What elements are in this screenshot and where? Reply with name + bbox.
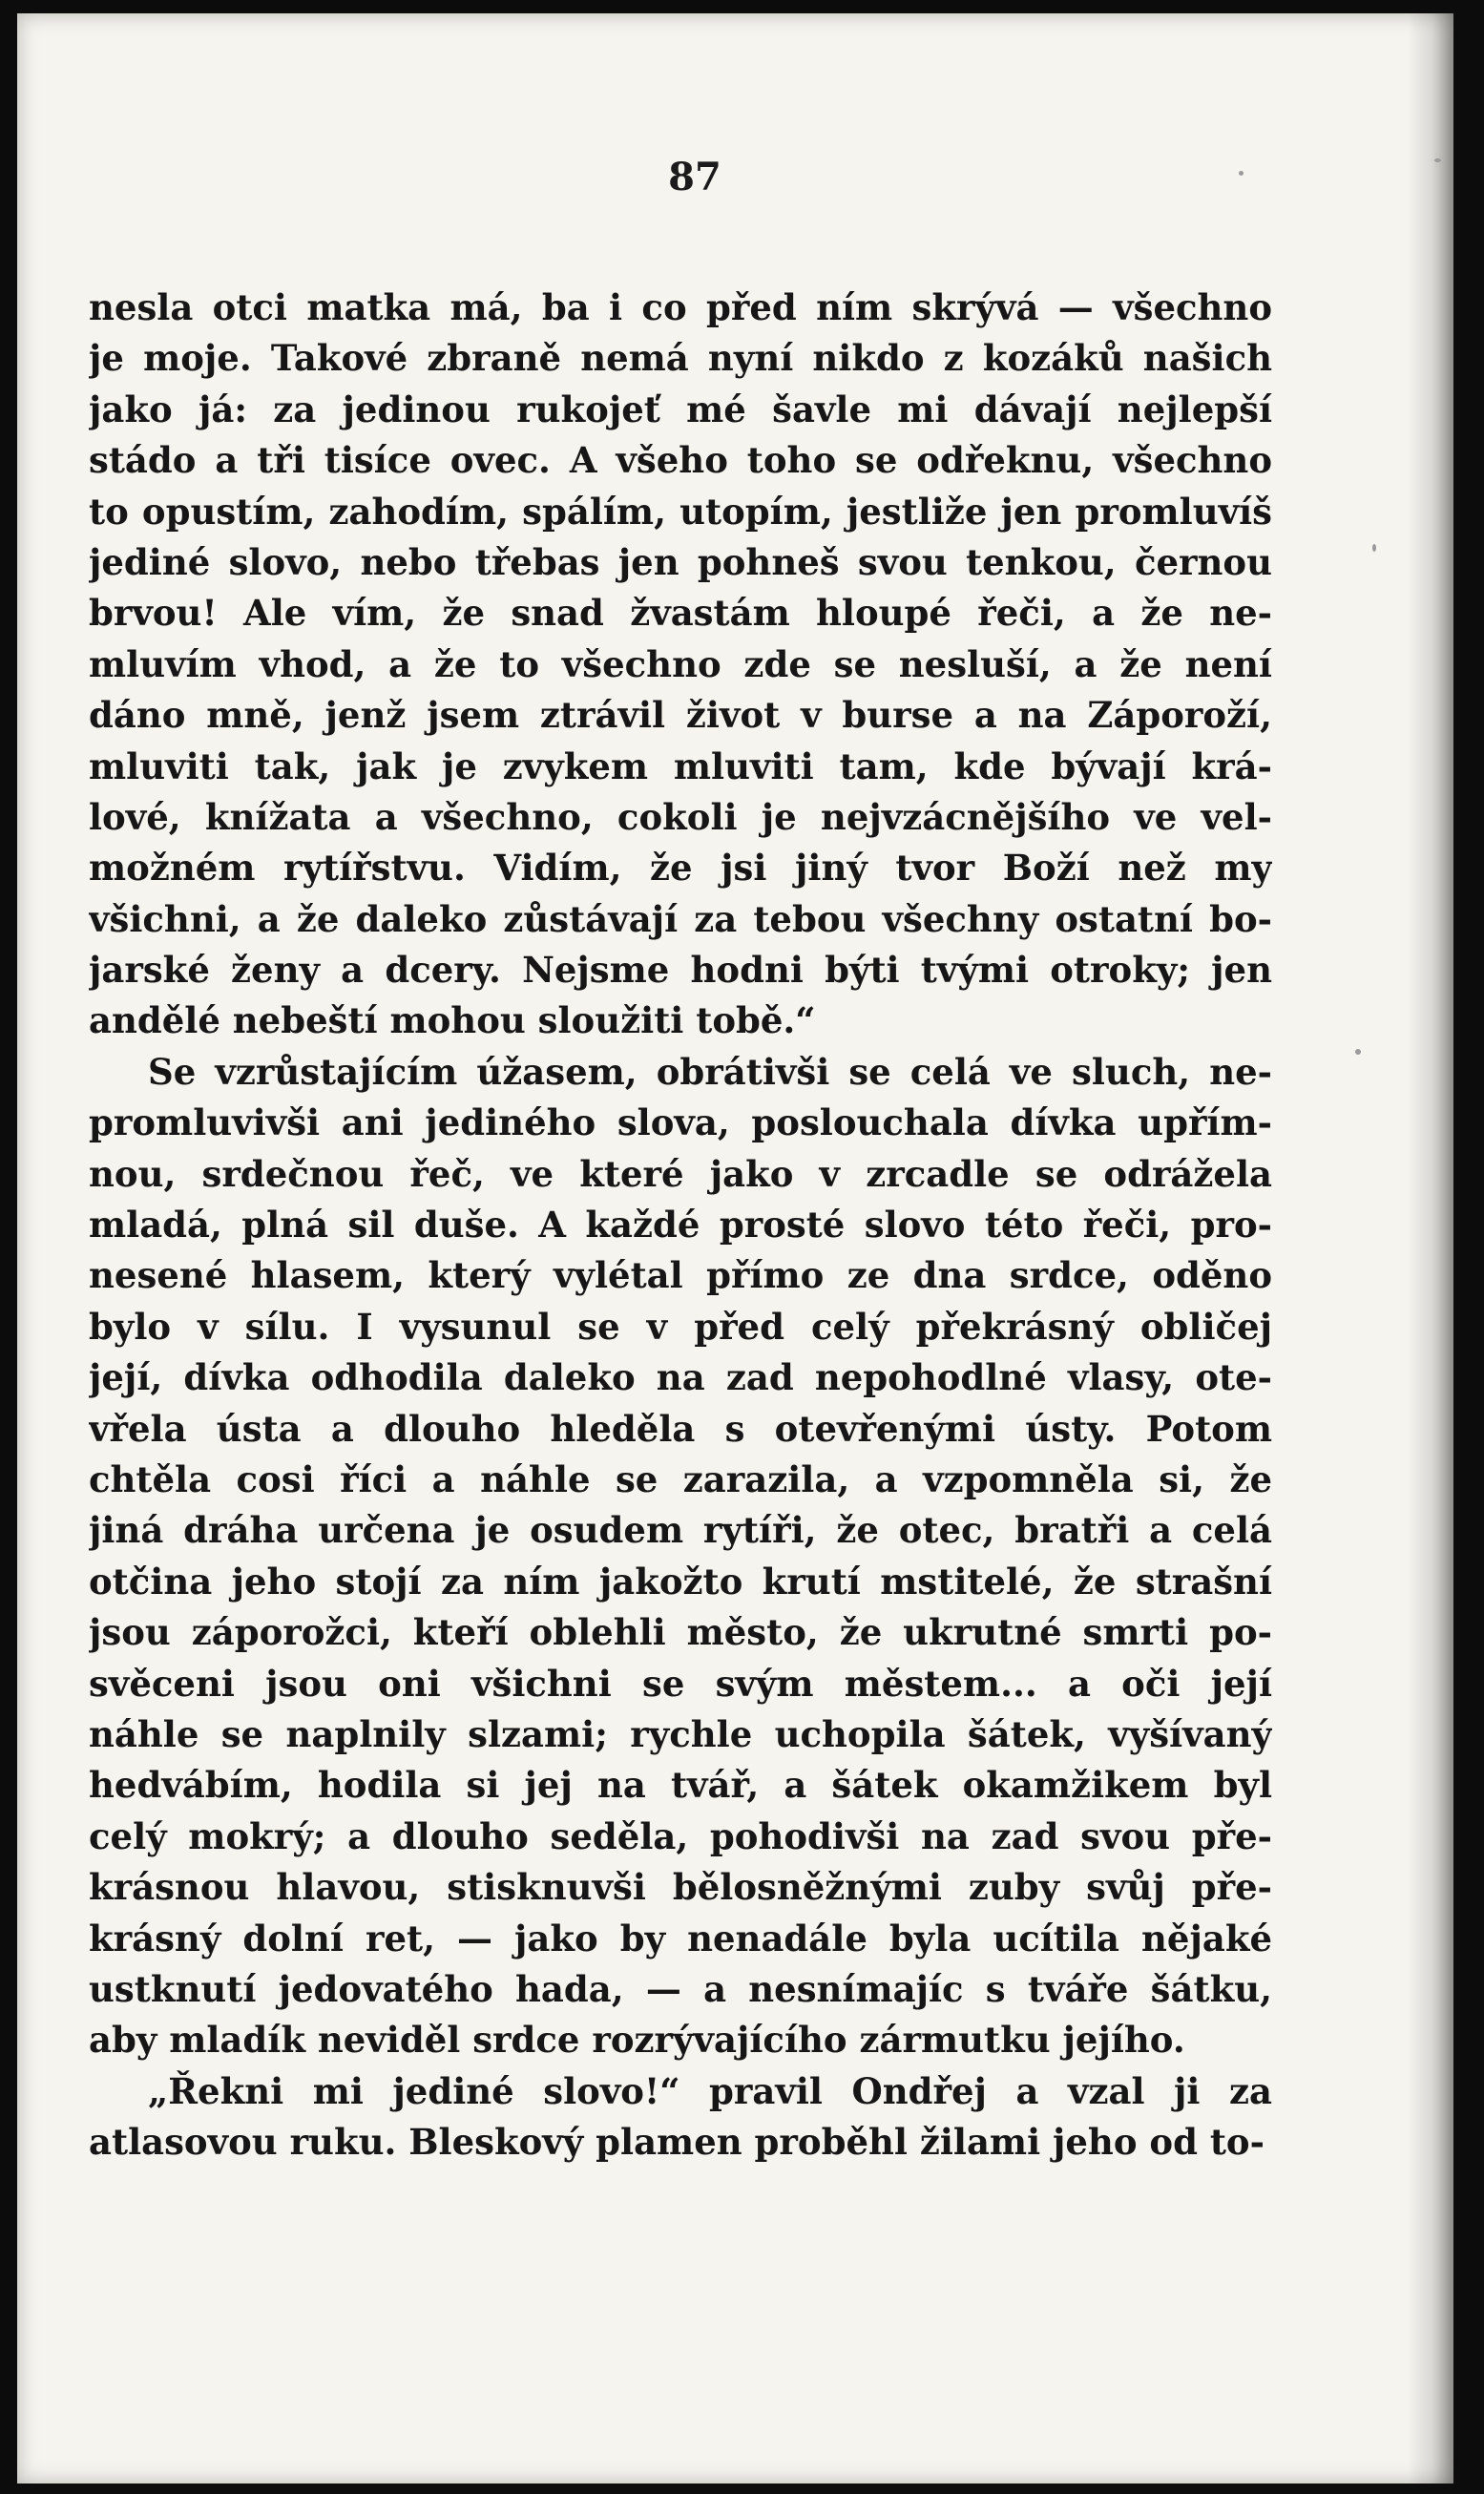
text-line: krásný dolní ret, — jako by nenadále byla ucítila nějaké (89, 1917, 1272, 1960)
text-line: promluvivši ani jediného slova, poslouchala dívka upřím- (89, 1101, 1272, 1144)
text-line: možném rytířstvu. Vidím, že jsi jiný tvor Boží než my (89, 847, 1272, 890)
text-line: mluvím vhod, a že to všechno zde se nesluší, a že není (89, 642, 1272, 685)
text-line: hedvábím, hodila si jej na tvář, a šátek okamžikem byl (89, 1764, 1272, 1807)
text-line: bylo v sílu. I vysunul se v před celý překrásný obličej (89, 1305, 1272, 1348)
text-line: náhle se naplnily slzami; rychle uchopila šátek, vyšívaný (89, 1712, 1272, 1755)
text-line: Se vzrůstajícím úžasem, obrátivši se celá ve sluch, ne- (148, 1050, 1272, 1093)
text-line: celý mokrý; a dlouho seděla, pohodivši na zad svou pře- (89, 1814, 1272, 1857)
text-line: krásnou hlavou, stisknuvši bělosněžnými zuby svůj pře- (89, 1866, 1272, 1909)
text-line: andělé nebeští mohou sloužiti tobě.“ (89, 999, 816, 1042)
text-line: všichni, a že daleko zůstávají za tebou všechny ostatní bo- (89, 897, 1272, 940)
text-line: aby mladík neviděl srdce rozrývajícího zármutku jejího. (89, 2019, 1185, 2062)
text-line: svěceni jsou oni všichni se svým městem... a oči její (89, 1662, 1272, 1705)
body-text (89, 283, 1272, 2168)
text-line: mladá, plná sil duše. A každé prosté slovo této řeči, pro- (89, 1204, 1272, 1247)
text-line: je moje. Takové zbraně nemá nyní nikdo z kozáků našich (89, 337, 1272, 380)
text-line: chtěla cosi říci a náhle se zarazila, a vzpomněla si, že (89, 1457, 1272, 1500)
text-line: atlasovou ruku. Bleskový plamen proběhl žilami jeho od to- (89, 2121, 1265, 2164)
text-line: brvou! Ale vím, že snad žvastám hloupé řeči, a že ne- (89, 592, 1272, 635)
text-line: mluviti tak, jak je zvykem mluviti tam, kde bývají krá- (89, 744, 1272, 787)
text-line: nesla otci matka má, ba i co před ním skrývá — všechno (89, 286, 1272, 328)
text-line: ustknutí jedovatého hada, — a nesnímajíc s tváře šátku, (89, 1967, 1272, 2010)
scan-speck (1434, 158, 1441, 162)
text-line: „Řekni mi jediné slovo!“ pravil Ondřej a vzal ji za (148, 2069, 1272, 2112)
text-line: otčina jeho stojí za ním jakožto krutí mstitelé, že strašní (89, 1560, 1272, 1603)
text-line: to opustím, zahodím, spálím, utopím, jestliže jen promluvíš (89, 490, 1272, 533)
text-line: lové, knížata a všechno, cokoli je nejvzácnějšího ve vel- (89, 795, 1272, 838)
text-line: její, dívka odhodila daleko na zad nepohodlné vlasy, ote- (89, 1356, 1272, 1399)
text-line: jarské ženy a dcery. Nejsme hodni býti tvými otroky; jen (89, 949, 1272, 992)
text-line: jako já: za jedinou rukojeť mé šavle mi dávají nejlepší (89, 388, 1272, 430)
text-line: jsou záporožci, kteří oblehli město, že ukrutné smrti po- (89, 1611, 1272, 1654)
scan-speck (1239, 171, 1244, 176)
page-number: 87 (668, 155, 721, 199)
scan-speck (1355, 1049, 1361, 1055)
text-line: jediné slovo, nebo třebas jen pohneš svou tenkou, černou (89, 540, 1272, 583)
text-line: stádo a tři tisíce ovec. A všeho toho se odřeknu, všechno (89, 439, 1272, 482)
text-line: nou, srdečnou řeč, ve které jako v zrcadle se odrážela (89, 1152, 1272, 1195)
text-line: nesené hlasem, který vylétal přímo ze dna srdce, oděno (89, 1254, 1272, 1297)
text-line: dáno mně, jenž jsem ztrávil život v burse a na Záporoží, (89, 694, 1272, 737)
text-line: jiná dráha určena je osudem rytíři, že otec, bratři a celá (89, 1509, 1272, 1552)
text-line: vřela ústa a dlouho hleděla s otevřenými ústy. Potom (89, 1407, 1272, 1450)
scan-speck (1372, 544, 1376, 552)
book-page (17, 13, 1453, 2484)
page-spine-shadow (1408, 13, 1453, 2484)
